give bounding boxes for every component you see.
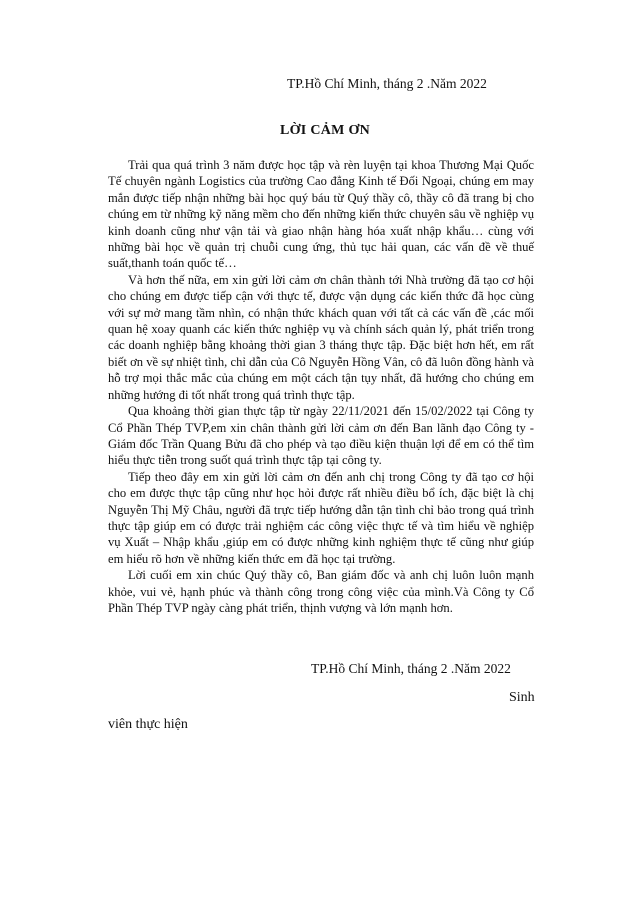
header-date: TP.Hồ Chí Minh, tháng 2 .Năm 2022 (287, 76, 487, 91)
paragraph: Qua khoảng thời gian thực tập từ ngày 22/11/2021 đến 15/02/2022 tại Công ty Cổ Phần Thép TVP,em xin chân thành gửi lời cảm ơn đến Ban lãnh đạo Công ty - Giám đốc Trần Quang Bửu đã cho phép và tạo điều kiện thuận lợi để em có thể tìm hiểu thực tiễn trong suốt quá trình thực tập tại công ty. (108, 404, 534, 468)
signature-role: viên thực hiện (108, 717, 188, 732)
paragraph: Lời cuối em xin chúc Quý thầy cô, Ban giám đốc và anh chị luôn luôn mạnh khỏe, vui vẻ, hạnh phúc và thành công trong công việc của mình.Và Công ty Cổ Phần Thép TVP ngày càng phát triển, thịnh vượng và lớn mạnh hơn. (108, 568, 534, 615)
paragraph: Trải qua quá trình 3 năm được học tập và rèn luyện tại khoa Thương Mại Quốc Tế chuyên ngành Logistics của trường Cao đẳng Kinh tế Đối Ngoại, chúng em may mắn được tiếp nhận những bài học quý báu từ Quý thầy cô, thầy cô đã trang bị cho chúng em từ những kỹ năng mềm cho đến những kiến thức chuyên sâu về nghiệp vụ kinh doanh cũng như vận tải và giao nhận hàng hóa xuất nhập khẩu… cùng với những bài học về quản trị chuỗi cung ứng, thủ tục hải quan, các vấn đề về thuế suất,thanh toán quốc tế… (108, 158, 534, 271)
closing-date: TP.Hồ Chí Minh, tháng 2 .Năm 2022 (311, 661, 511, 676)
paragraph: Tiếp theo đây em xin gửi lời cảm ơn đến anh chị trong Công ty đã tạo cơ hội cho em được thực tập cũng như học hỏi được rất nhiều điều bổ ích, đặc biệt là chị Nguyễn Thị Mỹ Châu, người đã trực tiếp hướng dẫn tận tình chỉ bảo trong quá trình thực tập giúp em có được trải nghiệm các công việc thực tế và tìm hiểu về nghiệp vụ Xuất – Nhập khẩu ,giúp em có được những kinh nghiệm thực tế cũng như giúp em hiểu rõ hơn về những kiến thức em đã học tại trường. (108, 469, 534, 566)
paragraph: Và hơn thế nữa, em xin gửi lời cảm ơn chân thành tới Nhà trường đã tạo cơ hội cho chúng em được tiếp cận với thực tế, được vận dụng các kiến thức đã học cùng với sự mở mang tầm nhìn, có nhận thức khách quan với tất cả các vấn đề ,các mối quan hệ xoay quanh các kiến thức nghiệp vụ và chính sách quản lý, phát triển trong các doanh nghiệp bằng khoảng thời gian 3 tháng thực tập. Đặc biệt hơn hết, em rất biết ơn về sự nhiệt tình, chỉ dẫn của Cô Nguyễn Hồng Vân, cô đã luôn đồng hành và hỗ trợ mọi thắc mắc của chúng em một cách tận tụy nhất, đã hướng cho chúng em những hướng đi tốt nhất trong quá trình thực tập. (108, 272, 534, 402)
signature-label: Sinh (509, 690, 535, 705)
page-title: LỜI CẢM ƠN (279, 123, 371, 138)
document-body (108, 157, 534, 616)
